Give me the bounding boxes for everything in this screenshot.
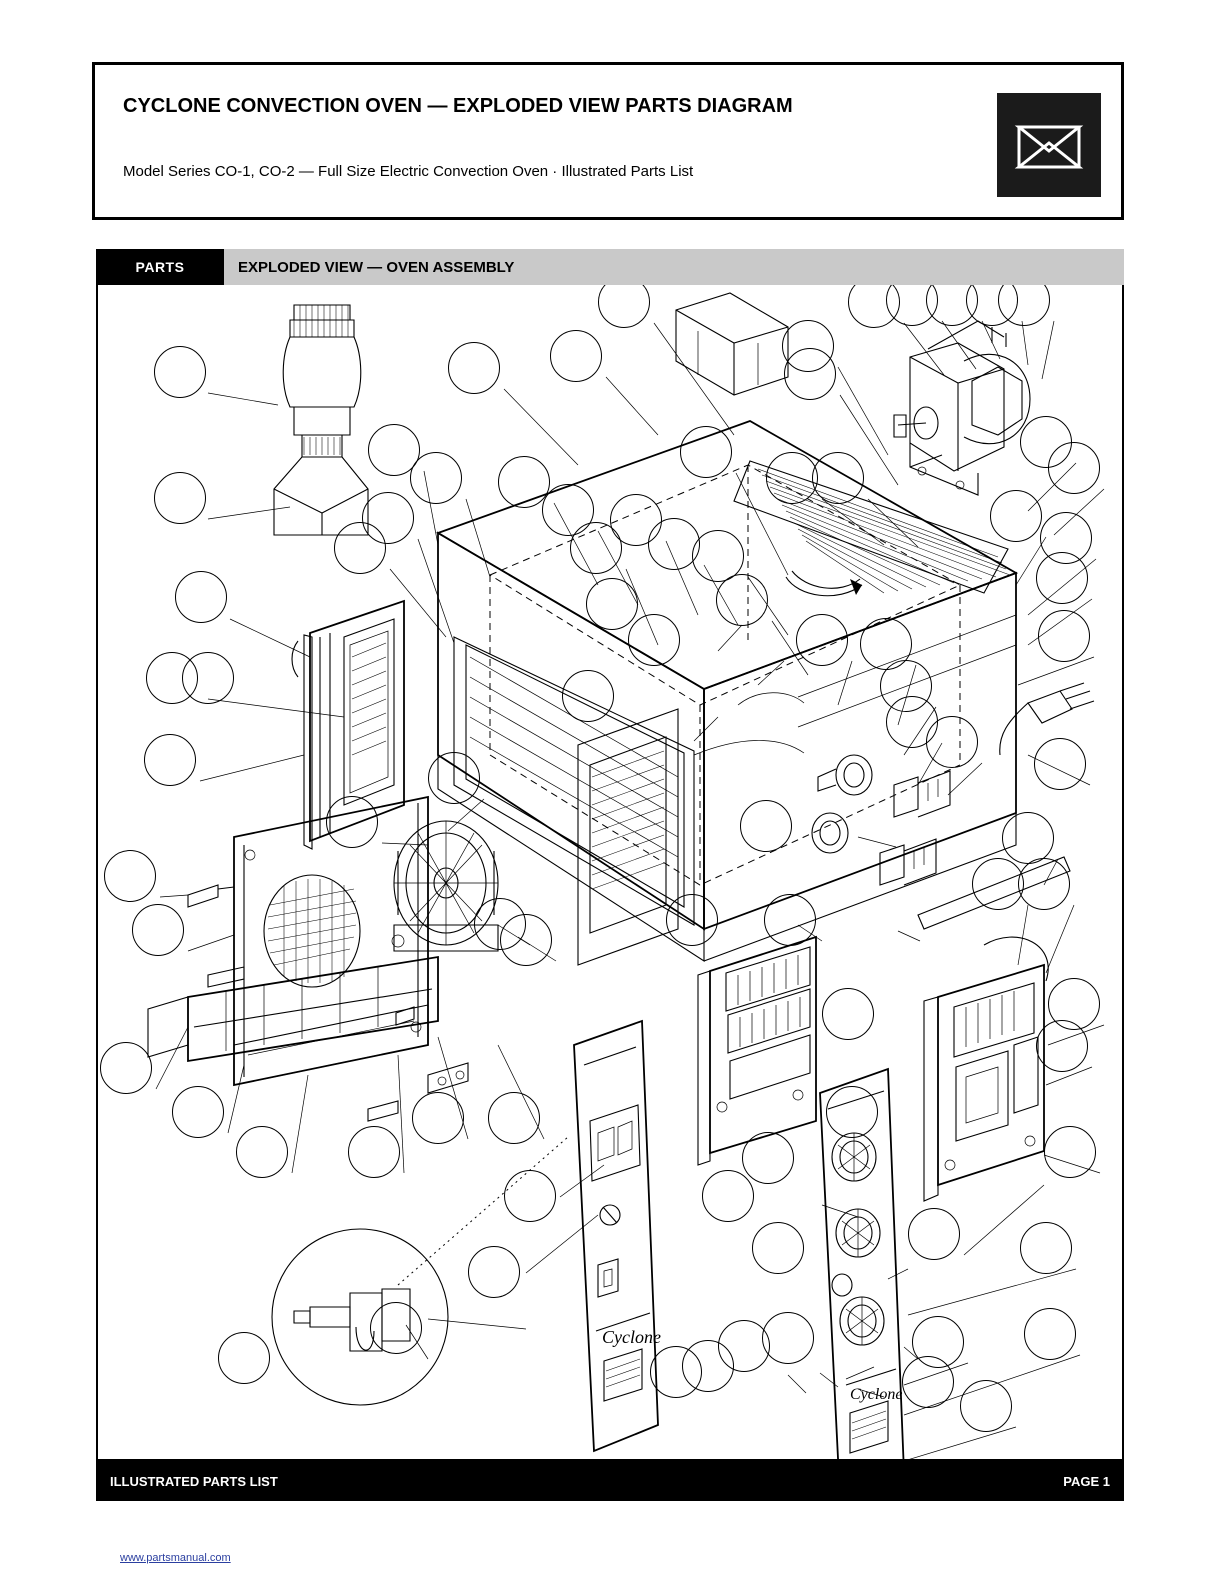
callout-bubble[interactable] xyxy=(1036,1020,1088,1072)
callout-bubble[interactable] xyxy=(752,1222,804,1274)
callout-bubble[interactable] xyxy=(764,894,816,946)
callout-bubble[interactable] xyxy=(666,894,718,946)
callout-bubble[interactable] xyxy=(826,1086,878,1138)
callout-bubble[interactable] xyxy=(960,1380,1012,1432)
callout-bubble[interactable] xyxy=(144,734,196,786)
convection-motor-art xyxy=(894,321,1030,495)
capillary-art xyxy=(694,693,804,755)
callout-bubble[interactable] xyxy=(348,1126,400,1178)
callout-bubble[interactable] xyxy=(1018,858,1070,910)
callout-bubble[interactable] xyxy=(682,1340,734,1392)
callout-bubble[interactable] xyxy=(680,426,732,478)
callout-bubble[interactable] xyxy=(1044,1126,1096,1178)
callout-bubble[interactable] xyxy=(926,716,978,768)
callout-bubble[interactable] xyxy=(1048,442,1100,494)
page-subtitle: Model Series CO-1, CO-2 — Full Size Electric Convection Oven · Illustrated Parts List xyxy=(123,163,694,180)
callout-bubble[interactable] xyxy=(104,850,156,902)
callout-bubble[interactable] xyxy=(990,490,1042,542)
exploded-view-drawing xyxy=(96,285,1124,1461)
callout-bubble[interactable] xyxy=(1002,812,1054,864)
header-box xyxy=(92,62,1124,220)
callout-bubble[interactable] xyxy=(822,988,874,1040)
callout-bubble[interactable] xyxy=(742,1132,794,1184)
callout-bubble[interactable] xyxy=(740,800,792,852)
callout-bubble[interactable] xyxy=(218,1332,270,1384)
callout-bubble[interactable] xyxy=(468,1246,520,1298)
callout-bubble[interactable] xyxy=(132,904,184,956)
callout-bubble[interactable] xyxy=(1036,552,1088,604)
callout-bubble[interactable] xyxy=(586,578,638,630)
control-panel-art xyxy=(574,1021,661,1451)
callout-bubble[interactable] xyxy=(1034,738,1086,790)
callout-bubble[interactable] xyxy=(488,1092,540,1144)
footer-right-label: PAGE 1 xyxy=(1063,1473,1110,1489)
callout-bubble[interactable] xyxy=(326,796,378,848)
oven-exploded-artwork xyxy=(98,285,1124,1461)
callout-bubble[interactable] xyxy=(628,614,680,666)
callout-bubble[interactable] xyxy=(154,346,206,398)
callout-bubble[interactable] xyxy=(1038,610,1090,662)
page-title: CYCLONE CONVECTION OVEN — EXPLODED VIEW PARTS DIAGRAM xyxy=(123,95,793,117)
callout-bubble[interactable] xyxy=(498,456,550,508)
section-bar xyxy=(96,249,1124,285)
callout-bubble[interactable] xyxy=(796,614,848,666)
callout-bubble[interactable] xyxy=(428,752,480,804)
inner-door-panel-art xyxy=(578,709,678,965)
callout-bubble[interactable] xyxy=(766,452,818,504)
callout-bubble[interactable] xyxy=(334,522,386,574)
footer-bar xyxy=(96,1461,1124,1501)
callout-bubble[interactable] xyxy=(908,1208,960,1260)
svg-text:Cyclone: Cyclone xyxy=(602,1327,661,1347)
connectors-art xyxy=(812,755,950,885)
callout-bubble[interactable] xyxy=(550,330,602,382)
callout-bubble[interactable] xyxy=(412,1092,464,1144)
callout-bubble[interactable] xyxy=(175,571,227,623)
vent-stack-art xyxy=(274,305,368,535)
callout-bubble[interactable] xyxy=(100,1042,152,1094)
callout-bubble[interactable] xyxy=(1020,1222,1072,1274)
terminal-block-art xyxy=(698,937,816,1165)
callout-bubble[interactable] xyxy=(702,1170,754,1222)
callout-bubble[interactable] xyxy=(172,1086,224,1138)
callout-bubble[interactable] xyxy=(448,342,500,394)
callout-bubble[interactable] xyxy=(236,1126,288,1178)
callout-bubble[interactable] xyxy=(504,1170,556,1222)
callout-bubble[interactable] xyxy=(1024,1308,1076,1360)
callout-bubble[interactable] xyxy=(902,1356,954,1408)
contactor-box-art xyxy=(924,937,1048,1201)
section-title: EXPLODED VIEW — OVEN ASSEMBLY xyxy=(224,249,1124,285)
callout-bubble[interactable] xyxy=(562,670,614,722)
callout-bubble[interactable] xyxy=(784,348,836,400)
section-tag: PARTS xyxy=(96,249,224,285)
callout-bubble[interactable] xyxy=(762,1312,814,1364)
leader-lines xyxy=(156,321,1104,1461)
svg-text:Cyclone: Cyclone xyxy=(850,1386,903,1403)
callout-bubble[interactable] xyxy=(154,472,206,524)
footer-left-label: ILLUSTRATED PARTS LIST xyxy=(110,1473,278,1489)
callout-bubble[interactable] xyxy=(812,452,864,504)
top-duct-box-art xyxy=(676,293,788,395)
callout-bubble[interactable] xyxy=(716,574,768,626)
callout-bubble[interactable] xyxy=(182,652,234,704)
callout-bubble[interactable] xyxy=(972,858,1024,910)
callout-bubble[interactable] xyxy=(370,1302,422,1354)
callout-bubble[interactable] xyxy=(410,452,462,504)
footer-link[interactable]: www.partsmanual.com xyxy=(120,1552,231,1564)
manufacturer-logo xyxy=(997,93,1101,197)
callout-bubble[interactable] xyxy=(500,914,552,966)
